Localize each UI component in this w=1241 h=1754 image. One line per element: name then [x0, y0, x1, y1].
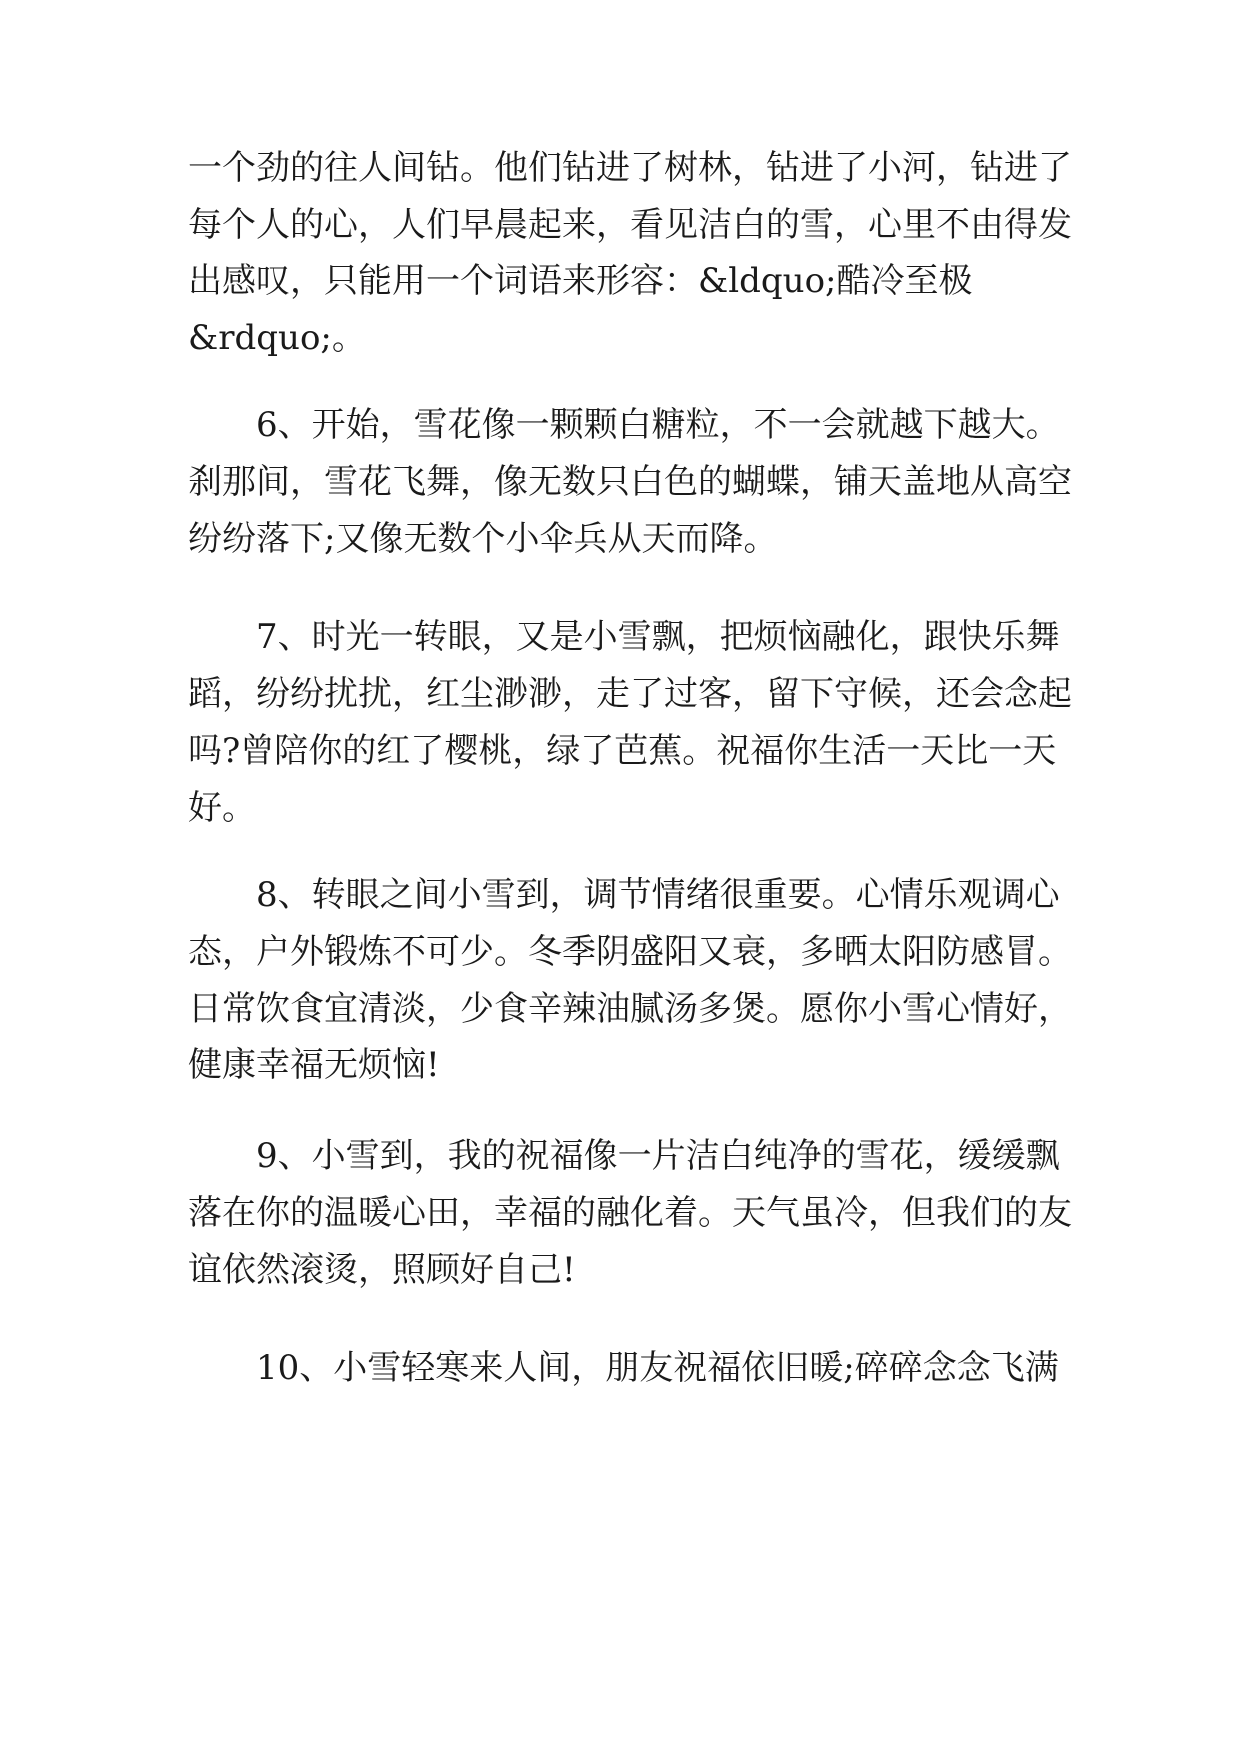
text-line: 刹那间，雪花飞舞，像无数只白色的蝴蝶，铺天盖地从高空: [188, 462, 1072, 502]
text-line: 日常饮食宜清淡，少食辛辣油腻汤多煲。愿你小雪心情好，: [188, 989, 1072, 1029]
text-line: 好。: [188, 788, 256, 828]
text-line: 8、转眼之间小雪到，调节情绪很重要。心情乐观调心: [256, 875, 1060, 915]
text-line: &rdquo;。: [188, 318, 366, 358]
text-line: 6、开始，雪花像一颗颗白糖粒，不一会就越下越大。: [256, 405, 1060, 445]
text-line: 蹈，纷纷扰扰，红尘渺渺，走了过客，留下守候，还会念起: [188, 674, 1072, 714]
text-line: 每个人的心，人们早晨起来，看见洁白的雪，心里不由得发: [188, 205, 1072, 245]
text-line: 健康幸福无烦恼!: [188, 1045, 440, 1085]
text-line: 纷纷落下;又像无数个小伞兵从天而降。: [188, 519, 778, 559]
text-line: 10、小雪轻寒来人间，朋友祝福依旧暖;碎碎念念飞满: [256, 1348, 1059, 1388]
text-line: 9、小雪到，我的祝福像一片洁白纯净的雪花，缓缓飘: [256, 1136, 1060, 1176]
text-line: 一个劲的往人间钻。他们钻进了树林，钻进了小河，钻进了: [188, 148, 1072, 188]
text-line: 吗?曾陪你的红了樱桃，绿了芭蕉。祝福你生活一天比一天: [188, 731, 1057, 771]
text-line: 7、时光一转眼，又是小雪飘，把烦恼融化，跟快乐舞: [256, 617, 1060, 657]
text-line: 谊依然滚烫，照顾好自己!: [188, 1250, 576, 1290]
text-line: 态，户外锻炼不可少。冬季阴盛阳又衰，多晒太阳防感冒。: [188, 932, 1072, 972]
text-line: 落在你的温暖心田，幸福的融化着。天气虽冷，但我们的友: [188, 1193, 1072, 1233]
text-line: 出感叹，只能用一个词语来形容：&ldquo;酷冷至极: [188, 261, 973, 301]
